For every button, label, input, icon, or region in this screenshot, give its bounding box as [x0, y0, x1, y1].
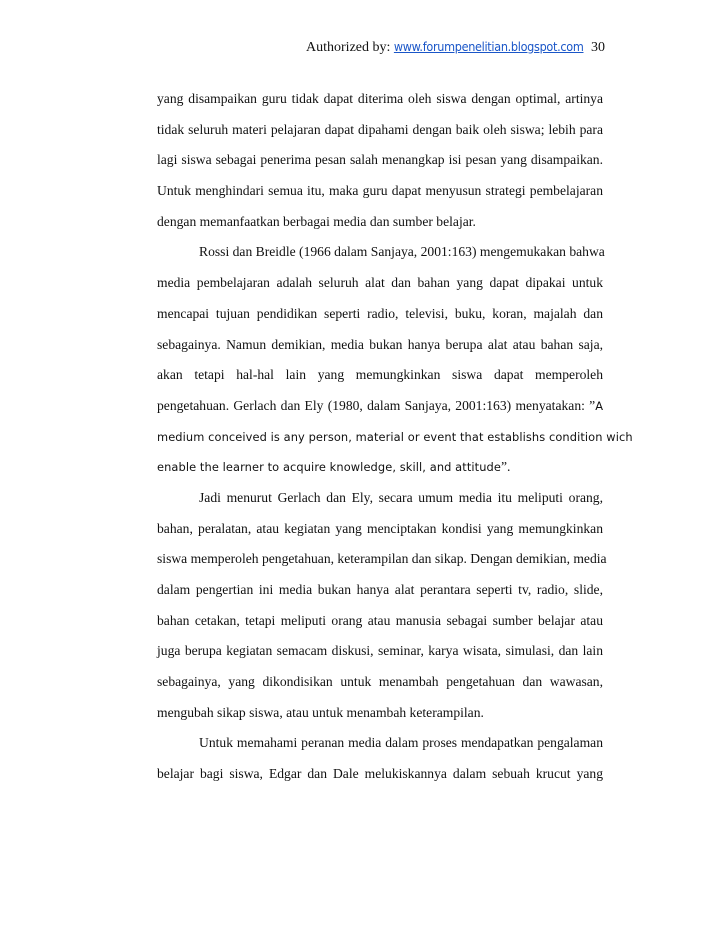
text-line: media pembelajaran adalah seluruh alat dan bahan yang dapat dipakai untuk	[157, 275, 603, 291]
text-line: belajar bagi siswa, Edgar dan Dale melukiskannya dalam sebuah krucut yang	[157, 766, 603, 782]
text-line: juga berupa kegiatan semacam diskusi, seminar, karya wisata, simulasi, dan lain	[157, 643, 603, 659]
quote-end: enable the learner to acquire knowledge, skill, and attitude	[157, 460, 501, 475]
quote-line: medium conceived is any person, material or event that establishs condition wich	[157, 429, 633, 444]
text-line: Untuk memahami peranan media dalam proses mendapatkan pengalaman	[199, 735, 603, 751]
text-line: tidak seluruh materi pelajaran dapat dipahami dengan baik oleh siswa; lebih para	[157, 121, 603, 137]
citation-text: pengetahuan. Gerlach dan Ely (1980, dalam Sanjaya, 2001:163) menyatakan: ”	[157, 397, 596, 413]
text-line: lagi siswa sebagai penerima pesan salah menangkap isi pesan yang disampaikan.	[157, 152, 603, 168]
quote-close: ”.	[501, 459, 511, 475]
text-line: Untuk menghindari semua itu, maka guru dapat menyusun strategi pembelajaran	[157, 183, 603, 199]
document-body	[157, 90, 633, 796]
text-line: sebagainya. Namun demikian, media bukan hanya berupa alat atau bahan saja,	[157, 336, 603, 352]
quote-start: A	[595, 398, 603, 413]
quote-line	[157, 458, 603, 489]
source-link[interactable]: www.forumpenelitian.blogspot.com	[393, 39, 584, 54]
text-line: dengan memanfaatkan berbagai media dan sumber belajar.	[157, 213, 476, 229]
text-line: dalam pengertian ini media bukan hanya alat perantara seperti tv, radio, slide,	[157, 582, 603, 597]
authorized-label: Authorized by:	[306, 40, 391, 55]
page-header	[0, 38, 605, 57]
text-line: sebagainya, yang dikondisikan untuk menambah pengetahuan dan wawasan,	[157, 674, 603, 690]
text-line: siswa memperoleh pengetahuan, keterampilan dan sikap. Dengan demikian, media	[157, 551, 607, 567]
text-line	[157, 397, 603, 428]
text-line: bahan, peralatan, atau kegiatan yang menciptakan kondisi yang memungkinkan	[157, 520, 603, 536]
text-line: akan tetapi hal-hal lain yang memungkinkan siswa dapat memperoleh	[157, 367, 603, 383]
text-line: mencapai tujuan pendidikan seperti radio, televisi, buku, koran, majalah dan	[157, 305, 603, 321]
text-line: Rossi dan Breidle (1966 dalam Sanjaya, 2001:163) mengemukakan bahwa	[199, 244, 605, 260]
text-line: yang disampaikan guru tidak dapat diterima oleh siswa dengan optimal, artinya	[157, 91, 603, 106]
page-number: 30	[591, 40, 605, 55]
text-line: mengubah sikap siswa, atau untuk menambah keterampilan.	[157, 704, 484, 720]
text-line: Jadi menurut Gerlach dan Ely, secara umum media itu meliputi orang,	[199, 489, 603, 505]
text-line: bahan cetakan, tetapi meliputi orang atau manusia sebagai sumber belajar atau	[157, 612, 603, 628]
